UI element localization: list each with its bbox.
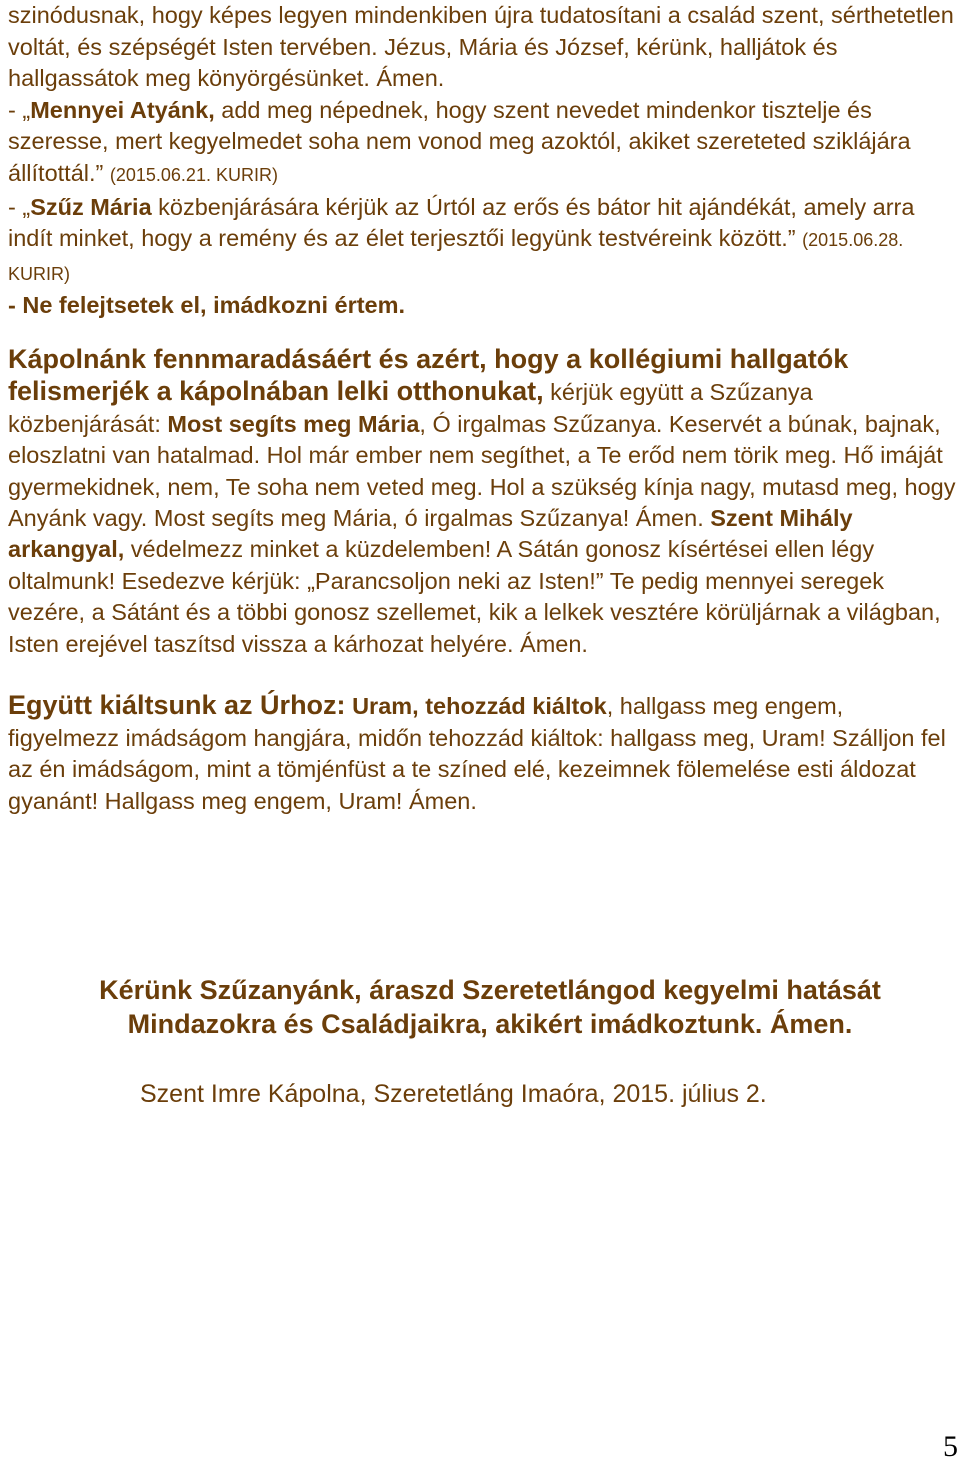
document-page [8,0,956,817]
chapel-text1: kérjük együtt a Szűzanya közbenjárását: [8,379,813,437]
closing-line1: Kérünk Szűzanyánk, áraszd Szeretetlángod kegyelmi hatását [99,975,881,1005]
item2-text: közbenjárására kérjük az Úrtól az erős és bátor hit ajándékát, amely arra indít minket, hogy a remény és az élet terjesztői legyünk testvéreink között.” [8,193,915,252]
chapel-bold-intro: Kápolnánk fennmaradásáért és azért, hogy a kollégiumi hallgatók felismerjék a kápolnában lelki otthonukat, [8,343,849,407]
lord-text: , hallgass meg engem, figyelmezz imádságom hangjára, midőn tehozzád kiáltok: hallgass meg, Uram! Szálljon fel az én imádságom, mint a tömjénfüst a te színed elé, kezeimnek fölemelése esti áldozat gyanánt! Hallgass meg engem, Uram! Ámen. [8,693,946,814]
item1-bold: Mennyei Atyánk, [30,96,215,123]
item2-bold: Szűz Mária [30,193,152,220]
intro-text: szinódusnak, hogy képes legyen mindenkiben újra tudatosítani a család szent, sérthetetlen voltát, és szépségét Isten tervében. Jézus, Mária és József, kérünk, halljátok és hallgassátok meg könyörgésünket. Ámen. [8,2,954,92]
page-number: 5 [943,1430,958,1463]
lord-prayer-paragraph [8,690,956,817]
item1-text: add meg népednek, hogy szent nevedet mindenkor tisztelje és szeresse, mert kegyelmedet soha nem vonod meg azoktól, akiket szereteted sziklájára állítottál.” [8,96,911,186]
chapel-prayer-paragraph [8,344,956,660]
chapel-text2: , Ó irgalmas Szűzanya. Keservét a búnak, bajnak, eloszlatni van hatalmad. Hol már ember nem segíthet, a Te erőd nem törik meg. Hő imáját gyermekidnek, nem, Te soha nem veted meg. Hol a szükség kínja nagy, mutasd meg, hogy Anyánk vagy. Most segíts meg Mária, ó irgalmas Szűzanya! Ámen. [8,410,956,531]
chapel-bold2: Most segíts meg Mária [167,410,420,437]
lord-bold-intro: Együtt kiáltsunk az Úrhoz: [8,690,346,720]
item3-bold: - Ne felejtsetek el, imádkozni értem. [8,292,406,319]
item1-dash: - „ [8,96,31,123]
chapel-bold3: Szent Mihály arkangyal, [8,504,853,563]
signature-line: Szent Imre Kápolna, Szeretetláng Imaóra, 2015. július 2. [140,1080,767,1108]
lord-bold2: Uram, tehozzád kiáltok [345,693,607,719]
closing-prayer [0,974,960,1041]
item2-dash: - „ [8,193,31,220]
item1-date: (2015.06.21. KURIR) [109,164,278,185]
prayer-intentions-paragraph [8,0,956,322]
chapel-text3: védelmezz minket a küzdelemben! A Sátán gonosz kísértései ellen légy oltalmunk! Esedezve kérjük: „Parancsoljon neki az Isten!” Te pedig mennyei seregek vezére, a Sátánt és a többi gonosz szellemet, kik a lelkek vesztére körüljárnak a világban, Isten erejével taszítsd vissza a kárhozat helyére. Ámen. [8,536,941,657]
closing-line2: Mindazokra és Családjaikra, akikért imádkoztunk. Ámen. [127,1008,853,1039]
item2-date: (2015.06.28. KURIR) [8,230,904,284]
